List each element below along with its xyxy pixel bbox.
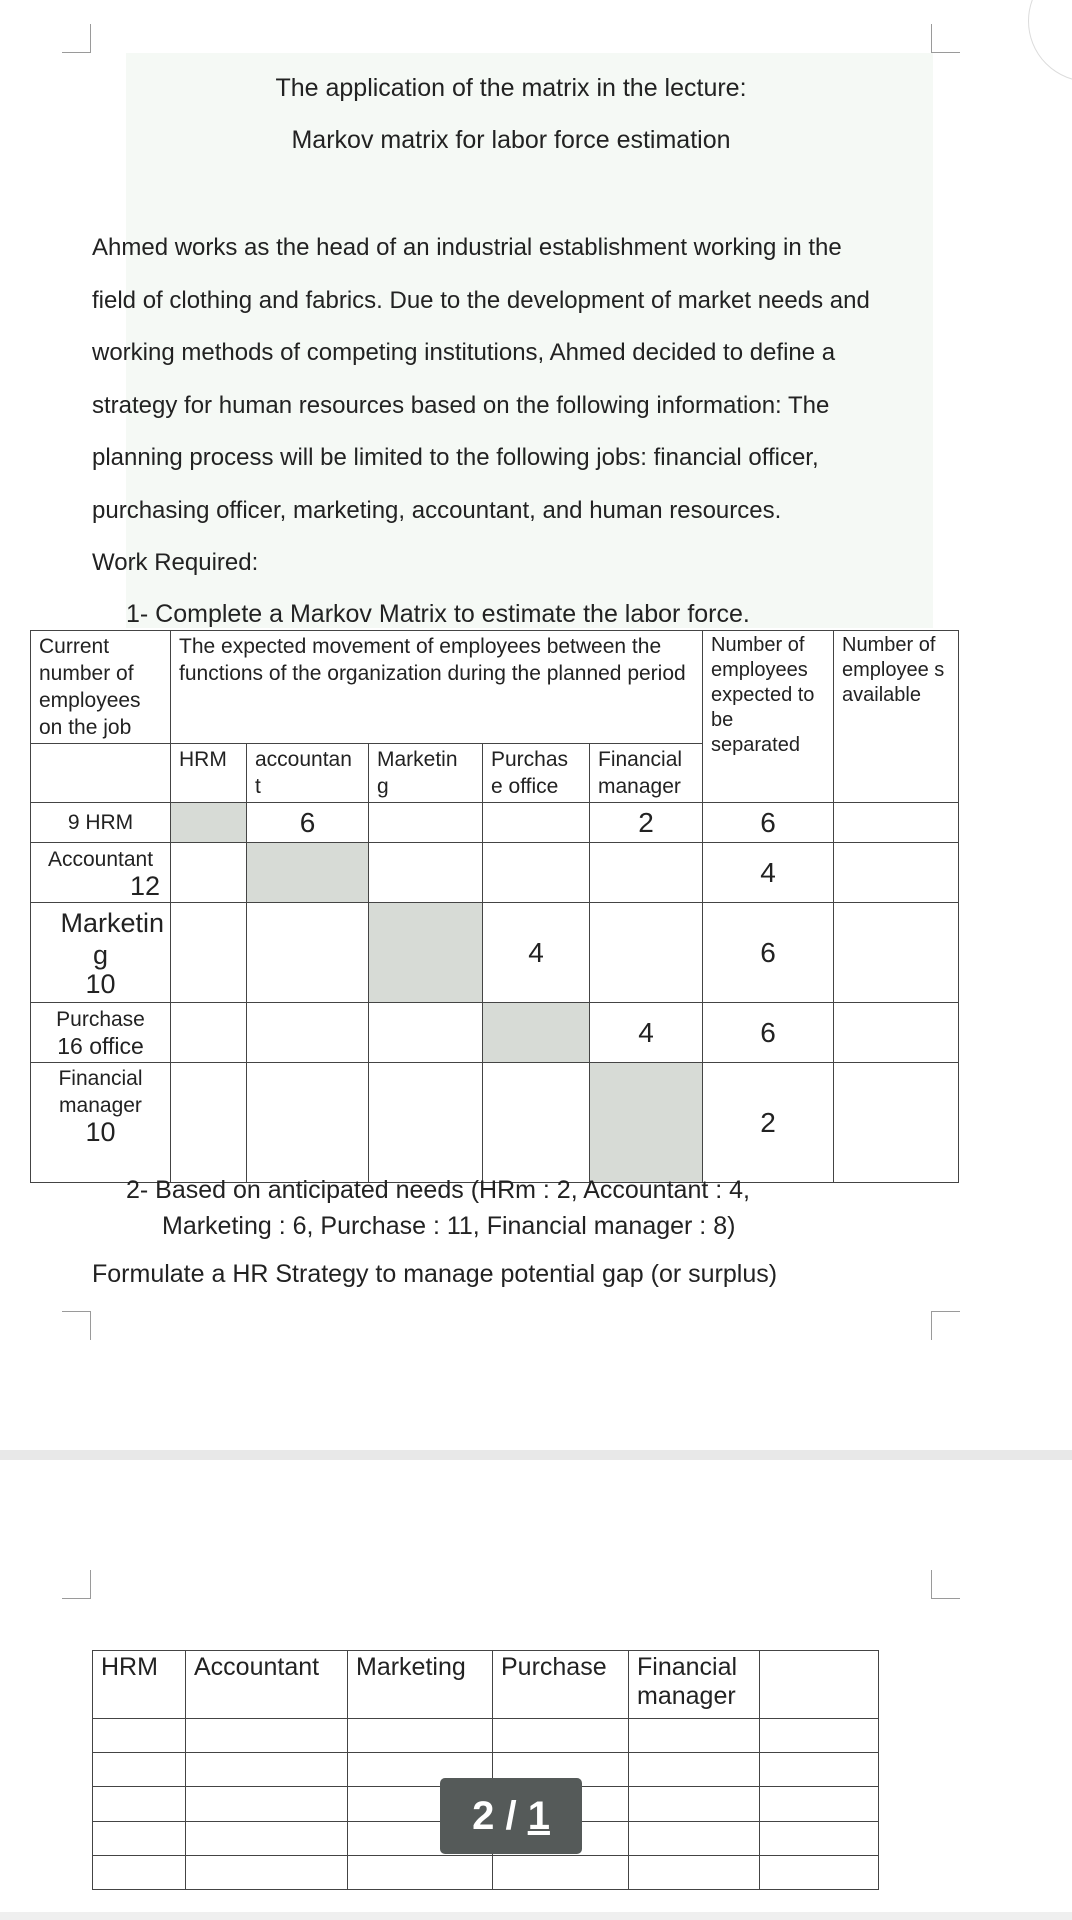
margin-corner-top-left [62, 24, 91, 53]
matrix-cell-diagonal[interactable] [247, 843, 369, 903]
table-cell[interactable] [186, 1787, 348, 1821]
matrix-cell[interactable]: 6 [247, 803, 369, 843]
title-line-2: Markov matrix for labor force estimation [291, 126, 731, 154]
available-cell[interactable] [834, 803, 959, 843]
available-cell[interactable] [834, 903, 959, 1003]
matrix-cell-diagonal[interactable] [171, 803, 247, 843]
header-purchase: Purchase [493, 1651, 629, 1719]
table-cell[interactable] [93, 1719, 186, 1753]
row-label-marketing [31, 903, 171, 1003]
available-cell[interactable] [834, 1063, 959, 1183]
header-current-employees: Current number of employees on the job [31, 631, 171, 744]
header-hrm: HRM [93, 1651, 186, 1719]
available-cell[interactable] [834, 1003, 959, 1063]
table-cell[interactable] [760, 1855, 879, 1889]
table-cell[interactable] [186, 1821, 348, 1855]
header-expected-separated: Number of employees expected to be separated [703, 631, 834, 803]
row-label-text: Financial manager [58, 1067, 143, 1117]
header-financial-manager: Financial manager [629, 1651, 760, 1719]
row-label-count: 12 [129, 870, 160, 901]
row-label-text: 9 HRM [67, 811, 134, 834]
table-cell[interactable] [493, 1855, 629, 1889]
subheader-financial-manager: Financial manager [590, 744, 703, 803]
matrix-cell-diagonal[interactable] [369, 903, 483, 1003]
matrix-cell[interactable] [483, 1063, 590, 1183]
table-cell[interactable] [93, 1821, 186, 1855]
matrix-cell-diagonal[interactable] [483, 1003, 590, 1063]
matrix-cell[interactable] [247, 903, 369, 1003]
table-cell[interactable] [760, 1753, 879, 1787]
available-cell[interactable] [834, 843, 959, 903]
matrix-cell-diagonal[interactable] [590, 1063, 703, 1183]
matrix-cell[interactable] [171, 1063, 247, 1183]
matrix-cell[interactable] [483, 843, 590, 903]
table-cell[interactable] [186, 1753, 348, 1787]
table-cell[interactable] [629, 1787, 760, 1821]
page-separator-slash: / [505, 1794, 517, 1838]
table-cell[interactable] [760, 1719, 879, 1753]
row-label-count: 16 office [57, 1032, 144, 1059]
paragraph-line: strategy for human resources based on the following information: The [92, 391, 830, 419]
margin-corner-top-right [931, 1570, 960, 1599]
matrix-cell[interactable] [247, 1063, 369, 1183]
matrix-cell[interactable]: 2 [590, 803, 703, 843]
paragraph-line: planning process will be limited to the following jobs: financial officer, [92, 444, 819, 471]
separated-cell[interactable]: 4 [703, 843, 834, 903]
margin-corner-top-left [62, 1570, 91, 1599]
subheader-purchase-office: Purchas e office [483, 744, 590, 803]
matrix-cell[interactable] [171, 843, 247, 903]
table-cell[interactable] [629, 1753, 760, 1787]
paragraph-line: working methods of competing institutions, Ahmed decided to define a [92, 339, 836, 366]
step-1-instruction: 1- Complete a Markov Matrix to estimate the labor force. [126, 600, 750, 628]
matrix-cell[interactable] [369, 843, 483, 903]
paragraph-line: field of clothing and fabrics. Due to the development of market needs and [92, 286, 870, 314]
markov-matrix-table [30, 630, 959, 1183]
row-label-hrm [31, 803, 171, 843]
page-separator [0, 1450, 1072, 1460]
margin-corner-bottom-left [62, 1311, 91, 1340]
table-cell[interactable] [629, 1821, 760, 1855]
header-empty [760, 1651, 879, 1719]
matrix-cell[interactable] [369, 1063, 483, 1183]
table-cell[interactable] [186, 1719, 348, 1753]
margin-corner-top-right [931, 24, 960, 53]
matrix-cell[interactable] [483, 803, 590, 843]
page-indicator[interactable] [440, 1778, 582, 1854]
separated-cell[interactable]: 2 [703, 1063, 834, 1183]
table-cell[interactable] [493, 1719, 629, 1753]
separated-cell[interactable]: 6 [703, 903, 834, 1003]
row-label-text: Accountant [47, 847, 154, 871]
empty-subheader-cell [31, 744, 171, 803]
matrix-cell[interactable] [171, 1003, 247, 1063]
table-cell[interactable] [93, 1787, 186, 1821]
body-paragraph [92, 222, 952, 590]
row-label-financial-manager [31, 1063, 171, 1183]
table-cell[interactable] [93, 1753, 186, 1787]
strategy-table [92, 1650, 879, 1890]
table-cell[interactable] [348, 1719, 493, 1753]
header-marketing: Marketing [348, 1651, 493, 1719]
table-cell[interactable] [629, 1719, 760, 1753]
table-cell[interactable] [629, 1855, 760, 1889]
page-curl-decoration [1028, 0, 1072, 82]
table-cell[interactable] [760, 1821, 879, 1855]
matrix-cell[interactable] [590, 843, 703, 903]
table-cell[interactable] [93, 1855, 186, 1889]
title-line-1: The application of the matrix in the lecture: [275, 74, 747, 102]
table-cell[interactable] [186, 1855, 348, 1889]
strategy-instruction: Formulate a HR Strategy to manage potential gap (or surplus) [92, 1260, 778, 1288]
matrix-cell[interactable]: 4 [483, 903, 590, 1003]
row-label-text: Marketin g [60, 908, 165, 970]
separated-cell[interactable]: 6 [703, 1003, 834, 1063]
header-employees-available: Number of employee s available [834, 631, 959, 803]
row-label-accountant [31, 843, 171, 903]
separated-cell[interactable]: 6 [703, 803, 834, 843]
subheader-marketing: Marketin g [369, 744, 483, 803]
paragraph-line: Ahmed works as the head of an industrial establishment working in the [92, 234, 842, 261]
margin-corner-bottom-right [931, 1311, 960, 1340]
row-label-text: Purchase [56, 1007, 145, 1031]
bottom-edge [0, 1912, 1072, 1920]
row-label-count: 10 [85, 1117, 116, 1147]
page-total: 1 [527, 1794, 550, 1838]
row-label-count: 10 [85, 969, 116, 999]
header-accountant: Accountant [186, 1651, 348, 1719]
paragraph-line: purchasing officer, marketing, accountant, and human resources. [92, 496, 782, 524]
work-required-label: Work Required: [92, 549, 259, 576]
matrix-cell[interactable] [369, 1003, 483, 1063]
page-current: 2 [472, 1794, 495, 1838]
row-label-purchase [31, 1003, 171, 1063]
table-cell[interactable] [348, 1855, 493, 1889]
step-2-line-2: Marketing : 6, Purchase : 11, Financial manager : 8) [162, 1212, 736, 1240]
header-expected-movement: The expected movement of employees between the functions of the organization during the planned period [171, 631, 703, 744]
subheader-accountant: accountan t [247, 744, 369, 803]
matrix-cell[interactable] [590, 903, 703, 1003]
table-cell[interactable] [760, 1787, 879, 1821]
step-2-line-1: 2- Based on anticipated needs (HRm : 2, Accountant : 4, [126, 1176, 750, 1204]
matrix-cell[interactable]: 4 [590, 1003, 703, 1063]
subheader-hrm: HRM [171, 744, 247, 803]
matrix-cell[interactable] [369, 803, 483, 843]
matrix-cell[interactable] [171, 903, 247, 1003]
matrix-cell[interactable] [247, 1003, 369, 1063]
